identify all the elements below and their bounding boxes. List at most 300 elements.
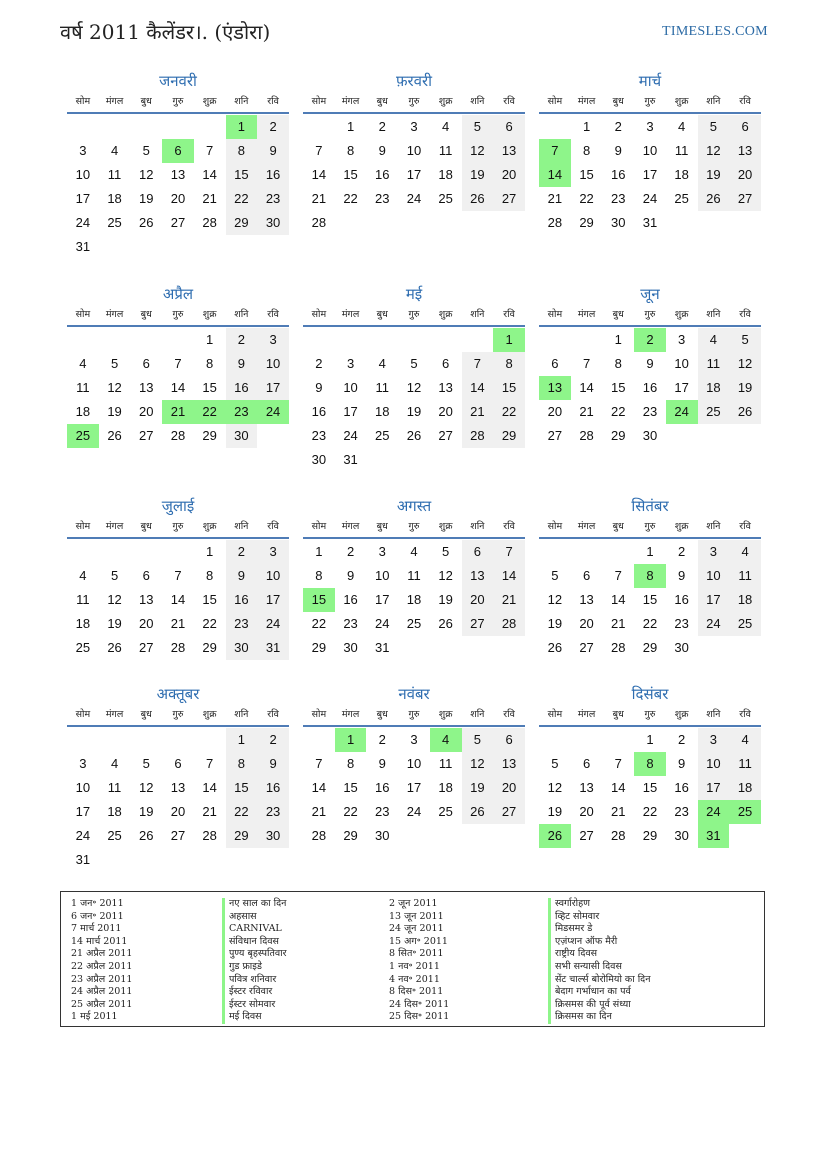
day-cell[interactable]: 21	[493, 588, 525, 612]
site-logo[interactable]: TIMESLES.COM	[662, 24, 768, 39]
day-cell[interactable]: 27	[579, 828, 594, 843]
day-cell[interactable]: 25	[438, 804, 453, 819]
day-cell[interactable]: 23	[674, 616, 689, 631]
day-cell[interactable]: 6	[582, 756, 591, 771]
day-cell[interactable]: 6	[142, 568, 150, 583]
day-cell[interactable]: 2	[678, 732, 686, 747]
day-cell[interactable]: 16	[226, 376, 258, 400]
day-cell[interactable]: 23	[642, 404, 658, 419]
day-cell[interactable]: 19	[547, 616, 563, 631]
day-cell[interactable]: 22	[493, 400, 525, 424]
day-cell[interactable]: 1	[335, 728, 367, 752]
day-cell[interactable]: 6	[462, 540, 494, 564]
day-cell[interactable]: 30	[257, 824, 289, 848]
day-cell[interactable]: 16	[674, 592, 689, 607]
day-cell[interactable]: 8	[315, 568, 323, 583]
day-cell[interactable]: 7	[582, 356, 591, 371]
day-cell[interactable]: 28	[579, 428, 594, 443]
day-cell[interactable]: 8	[582, 143, 591, 158]
day-cell[interactable]: 14	[202, 780, 217, 795]
day-cell[interactable]: 6	[162, 139, 194, 163]
day-cell[interactable]: 31	[698, 824, 730, 848]
day-cell[interactable]: 3	[410, 119, 418, 134]
day-cell[interactable]: 21	[611, 616, 626, 631]
day-cell[interactable]: 16	[257, 163, 289, 187]
day-cell[interactable]: 19	[406, 404, 422, 419]
day-cell[interactable]: 28	[547, 215, 563, 230]
day-cell[interactable]: 18	[107, 804, 122, 819]
day-cell[interactable]: 17	[75, 191, 91, 206]
day-cell[interactable]: 18	[75, 616, 91, 631]
day-cell[interactable]: 6	[493, 728, 525, 752]
day-cell[interactable]: 2	[678, 544, 686, 559]
day-cell[interactable]: 29	[611, 428, 626, 443]
day-cell[interactable]: 4	[79, 568, 87, 583]
day-cell[interactable]: 14	[170, 592, 186, 607]
day-cell[interactable]: 15	[226, 163, 258, 187]
day-cell[interactable]: 22	[226, 187, 258, 211]
day-cell[interactable]: 8	[346, 143, 355, 158]
day-cell[interactable]: 26	[462, 187, 494, 211]
day-cell[interactable]: 9	[315, 380, 323, 395]
day-cell[interactable]: 17	[698, 776, 730, 800]
day-cell[interactable]: 25	[729, 800, 761, 824]
day-cell[interactable]: 24	[698, 612, 730, 636]
day-cell[interactable]: 5	[462, 115, 494, 139]
day-cell[interactable]: 24	[257, 612, 289, 636]
day-cell[interactable]: 15	[642, 592, 658, 607]
day-cell[interactable]: 10	[406, 756, 422, 771]
day-cell[interactable]: 11	[698, 352, 730, 376]
day-cell[interactable]: 20	[729, 163, 761, 187]
day-cell[interactable]: 30	[343, 640, 358, 655]
day-cell[interactable]: 12	[139, 780, 154, 795]
day-cell[interactable]: 27	[579, 640, 594, 655]
day-cell[interactable]: 21	[311, 191, 327, 206]
day-cell[interactable]: 14	[311, 167, 327, 182]
day-cell[interactable]: 29	[311, 640, 327, 655]
day-cell[interactable]: 23	[226, 612, 258, 636]
day-cell[interactable]: 5	[410, 356, 418, 371]
day-cell[interactable]: 9	[678, 756, 686, 771]
day-cell[interactable]: 12	[107, 592, 122, 607]
day-cell[interactable]: 29	[579, 215, 594, 230]
day-cell[interactable]: 16	[375, 780, 390, 795]
day-cell[interactable]: 19	[107, 404, 122, 419]
day-cell[interactable]: 14	[311, 780, 327, 795]
day-cell[interactable]: 18	[438, 780, 453, 795]
day-cell[interactable]: 3	[79, 143, 87, 158]
day-cell[interactable]: 19	[462, 163, 494, 187]
day-cell[interactable]: 20	[579, 804, 594, 819]
day-cell[interactable]: 7	[206, 143, 214, 158]
day-cell[interactable]: 8	[206, 356, 214, 371]
day-cell[interactable]: 13	[539, 376, 571, 400]
day-cell[interactable]: 2	[634, 328, 666, 352]
day-cell[interactable]: 4	[110, 756, 119, 771]
day-cell[interactable]: 27	[493, 800, 525, 824]
day-cell[interactable]: 22	[311, 616, 327, 631]
day-cell[interactable]: 18	[729, 588, 761, 612]
day-cell[interactable]: 3	[378, 544, 386, 559]
day-cell[interactable]: 23	[611, 191, 626, 206]
day-cell[interactable]: 30	[375, 828, 390, 843]
day-cell[interactable]: 21	[170, 616, 186, 631]
day-cell[interactable]: 10	[375, 568, 390, 583]
day-cell[interactable]: 18	[698, 376, 730, 400]
day-cell[interactable]: 4	[430, 728, 462, 752]
day-cell[interactable]: 9	[257, 139, 289, 163]
day-cell[interactable]: 11	[674, 143, 689, 158]
day-cell[interactable]: 12	[438, 568, 453, 583]
day-cell[interactable]: 10	[674, 356, 689, 371]
day-cell[interactable]: 23	[674, 804, 689, 819]
day-cell[interactable]: 7	[539, 139, 571, 163]
day-cell[interactable]: 16	[611, 167, 626, 182]
day-cell[interactable]: 31	[343, 452, 358, 467]
day-cell[interactable]: 19	[139, 804, 154, 819]
day-cell[interactable]: 2	[257, 115, 289, 139]
day-cell[interactable]: 26	[107, 428, 122, 443]
day-cell[interactable]: 19	[438, 592, 453, 607]
day-cell[interactable]: 24	[406, 804, 422, 819]
day-cell[interactable]: 15	[642, 780, 658, 795]
day-cell[interactable]: 7	[462, 352, 494, 376]
day-cell[interactable]: 27	[493, 187, 525, 211]
day-cell[interactable]: 1	[646, 732, 654, 747]
day-cell[interactable]: 14	[170, 380, 186, 395]
day-cell[interactable]: 23	[311, 428, 327, 443]
day-cell[interactable]: 19	[547, 804, 563, 819]
day-cell[interactable]: 10	[75, 167, 91, 182]
day-cell[interactable]: 20	[547, 404, 563, 419]
day-cell[interactable]: 27	[438, 428, 453, 443]
day-cell[interactable]: 2	[315, 356, 323, 371]
day-cell[interactable]: 26	[139, 215, 154, 230]
day-cell[interactable]: 3	[257, 328, 289, 352]
day-cell[interactable]: 8	[226, 752, 258, 776]
day-cell[interactable]: 1	[226, 115, 258, 139]
day-cell[interactable]: 26	[107, 640, 122, 655]
day-cell[interactable]: 7	[614, 568, 622, 583]
day-cell[interactable]: 9	[378, 143, 386, 158]
day-cell[interactable]: 7	[493, 540, 525, 564]
day-cell[interactable]: 21	[311, 804, 327, 819]
day-cell[interactable]: 27	[462, 612, 494, 636]
day-cell[interactable]: 29	[226, 211, 258, 235]
day-cell[interactable]: 15	[303, 588, 335, 612]
day-cell[interactable]: 15	[579, 167, 594, 182]
day-cell[interactable]: 24	[375, 616, 390, 631]
day-cell[interactable]: 10	[642, 143, 658, 158]
day-cell[interactable]: 29	[202, 428, 217, 443]
day-cell[interactable]: 8	[634, 564, 666, 588]
day-cell[interactable]: 18	[438, 167, 453, 182]
day-cell[interactable]: 10	[257, 564, 289, 588]
day-cell[interactable]: 6	[142, 356, 150, 371]
day-cell[interactable]: 11	[729, 564, 761, 588]
day-cell[interactable]: 27	[139, 640, 154, 655]
day-cell[interactable]: 10	[406, 143, 422, 158]
day-cell[interactable]: 11	[375, 380, 389, 395]
day-cell[interactable]: 25	[698, 400, 730, 424]
day-cell[interactable]: 3	[257, 540, 289, 564]
day-cell[interactable]: 28	[170, 428, 186, 443]
day-cell[interactable]: 8	[634, 752, 666, 776]
day-cell[interactable]: 13	[729, 139, 761, 163]
day-cell[interactable]: 7	[206, 756, 214, 771]
day-cell[interactable]: 21	[202, 804, 217, 819]
day-cell[interactable]: 29	[642, 828, 658, 843]
day-cell[interactable]: 12	[462, 752, 494, 776]
day-cell[interactable]: 25	[729, 612, 761, 636]
day-cell[interactable]: 9	[614, 143, 622, 158]
day-cell[interactable]: 13	[579, 780, 594, 795]
day-cell[interactable]: 25	[674, 191, 689, 206]
day-cell[interactable]: 10	[257, 352, 289, 376]
day-cell[interactable]: 23	[375, 804, 390, 819]
day-cell[interactable]: 5	[142, 756, 150, 771]
day-cell[interactable]: 31	[75, 239, 91, 254]
day-cell[interactable]: 4	[378, 356, 386, 371]
day-cell[interactable]: 21	[162, 400, 194, 424]
day-cell[interactable]: 1	[206, 544, 214, 559]
day-cell[interactable]: 15	[202, 592, 217, 607]
day-cell[interactable]: 12	[139, 167, 154, 182]
day-cell[interactable]: 18	[674, 167, 689, 182]
day-cell[interactable]: 13	[493, 139, 525, 163]
day-cell[interactable]: 24	[257, 400, 289, 424]
day-cell[interactable]: 30	[611, 215, 626, 230]
day-cell[interactable]: 14	[462, 376, 494, 400]
day-cell[interactable]: 28	[202, 215, 217, 230]
day-cell[interactable]: 24	[642, 191, 658, 206]
day-cell[interactable]: 26	[462, 800, 494, 824]
day-cell[interactable]: 16	[642, 380, 658, 395]
day-cell[interactable]: 29	[642, 640, 658, 655]
day-cell[interactable]: 23	[257, 187, 289, 211]
day-cell[interactable]: 7	[614, 756, 622, 771]
day-cell[interactable]: 12	[107, 380, 122, 395]
day-cell[interactable]: 7	[174, 568, 182, 583]
day-cell[interactable]: 9	[257, 752, 289, 776]
day-cell[interactable]: 19	[698, 163, 730, 187]
day-cell[interactable]: 20	[139, 616, 154, 631]
day-cell[interactable]: 3	[410, 732, 418, 747]
day-cell[interactable]: 27	[547, 428, 563, 443]
day-cell[interactable]: 18	[729, 776, 761, 800]
day-cell[interactable]: 8	[226, 139, 258, 163]
day-cell[interactable]: 21	[611, 804, 626, 819]
day-cell[interactable]: 28	[311, 215, 327, 230]
day-cell[interactable]: 23	[343, 616, 358, 631]
day-cell[interactable]: 21	[579, 404, 594, 419]
day-cell[interactable]: 11	[76, 380, 90, 395]
day-cell[interactable]: 25	[406, 616, 422, 631]
day-cell[interactable]: 9	[646, 356, 654, 371]
day-cell[interactable]: 10	[75, 780, 91, 795]
day-cell[interactable]: 12	[729, 352, 761, 376]
day-cell[interactable]: 13	[139, 380, 154, 395]
day-cell[interactable]: 7	[174, 356, 182, 371]
day-cell[interactable]: 11	[76, 592, 90, 607]
day-cell[interactable]: 26	[438, 616, 453, 631]
day-cell[interactable]: 13	[438, 380, 453, 395]
day-cell[interactable]: 24	[75, 828, 91, 843]
day-cell[interactable]: 29	[226, 824, 258, 848]
day-cell[interactable]: 16	[343, 592, 358, 607]
day-cell[interactable]: 19	[139, 191, 154, 206]
day-cell[interactable]: 22	[343, 804, 358, 819]
day-cell[interactable]: 29	[202, 640, 217, 655]
day-cell[interactable]: 9	[226, 352, 258, 376]
day-cell[interactable]: 9	[378, 756, 386, 771]
day-cell[interactable]: 1	[206, 332, 214, 347]
day-cell[interactable]: 15	[493, 376, 525, 400]
day-cell[interactable]: 3	[646, 119, 654, 134]
day-cell[interactable]: 1	[315, 544, 323, 559]
day-cell[interactable]: 5	[698, 115, 730, 139]
day-cell[interactable]: 4	[729, 728, 761, 752]
day-cell[interactable]: 11	[107, 167, 122, 182]
day-cell[interactable]: 20	[493, 776, 525, 800]
day-cell[interactable]: 26	[539, 824, 571, 848]
day-cell[interactable]: 10	[698, 564, 730, 588]
day-cell[interactable]: 20	[579, 616, 594, 631]
day-cell[interactable]: 27	[170, 828, 186, 843]
day-cell[interactable]: 20	[139, 404, 154, 419]
day-cell[interactable]: 30	[257, 211, 289, 235]
day-cell[interactable]: 25	[107, 828, 122, 843]
day-cell[interactable]: 13	[170, 780, 186, 795]
day-cell[interactable]: 20	[170, 191, 186, 206]
day-cell[interactable]: 11	[107, 780, 122, 795]
day-cell[interactable]: 26	[698, 187, 730, 211]
day-cell[interactable]: 14	[539, 163, 571, 187]
day-cell[interactable]: 13	[170, 167, 186, 182]
day-cell[interactable]: 1	[582, 119, 591, 134]
day-cell[interactable]: 24	[666, 400, 698, 424]
day-cell[interactable]: 22	[202, 616, 217, 631]
day-cell[interactable]: 5	[442, 544, 450, 559]
day-cell[interactable]: 17	[343, 404, 358, 419]
day-cell[interactable]: 25	[438, 191, 453, 206]
day-cell[interactable]: 3	[79, 756, 87, 771]
day-cell[interactable]: 5	[462, 728, 494, 752]
day-cell[interactable]: 1	[646, 544, 654, 559]
day-cell[interactable]: 17	[406, 780, 422, 795]
day-cell[interactable]: 26	[547, 640, 563, 655]
day-cell[interactable]: 8	[493, 352, 525, 376]
day-cell[interactable]: 4	[79, 356, 87, 371]
day-cell[interactable]: 18	[375, 404, 390, 419]
day-cell[interactable]: 2	[226, 328, 258, 352]
day-cell[interactable]: 5	[110, 356, 119, 371]
day-cell[interactable]: 2	[614, 119, 622, 134]
day-cell[interactable]: 1	[614, 332, 622, 347]
day-cell[interactable]: 7	[315, 756, 323, 771]
day-cell[interactable]: 3	[698, 540, 730, 564]
day-cell[interactable]: 29	[343, 828, 358, 843]
day-cell[interactable]: 24	[75, 215, 91, 230]
day-cell[interactable]: 10	[343, 380, 358, 395]
day-cell[interactable]: 22	[579, 191, 594, 206]
day-cell[interactable]: 23	[257, 800, 289, 824]
day-cell[interactable]: 7	[315, 143, 323, 158]
day-cell[interactable]: 3	[698, 728, 730, 752]
day-cell[interactable]: 17	[698, 588, 730, 612]
day-cell[interactable]: 25	[107, 215, 122, 230]
day-cell[interactable]: 28	[202, 828, 217, 843]
day-cell[interactable]: 6	[174, 756, 182, 771]
day-cell[interactable]: 16	[311, 404, 327, 419]
day-cell[interactable]: 23	[375, 191, 390, 206]
day-cell[interactable]: 31	[642, 215, 658, 230]
day-cell[interactable]: 2	[378, 119, 386, 134]
day-cell[interactable]: 21	[547, 191, 563, 206]
day-cell[interactable]: 24	[698, 800, 730, 824]
day-cell[interactable]: 30	[642, 428, 658, 443]
day-cell[interactable]: 4	[729, 540, 761, 564]
day-cell[interactable]: 12	[547, 780, 563, 795]
day-cell[interactable]: 11	[438, 756, 453, 771]
day-cell[interactable]: 14	[611, 592, 626, 607]
day-cell[interactable]: 5	[729, 328, 761, 352]
day-cell[interactable]: 24	[343, 428, 358, 443]
day-cell[interactable]: 17	[375, 592, 390, 607]
day-cell[interactable]: 10	[698, 752, 730, 776]
day-cell[interactable]: 25	[75, 640, 91, 655]
day-cell[interactable]: 21	[202, 191, 217, 206]
day-cell[interactable]: 18	[107, 191, 122, 206]
day-cell[interactable]: 14	[579, 380, 594, 395]
day-cell[interactable]: 6	[493, 115, 525, 139]
day-cell[interactable]: 18	[406, 592, 422, 607]
day-cell[interactable]: 27	[729, 187, 761, 211]
day-cell[interactable]: 5	[110, 568, 119, 583]
day-cell[interactable]: 15	[611, 380, 626, 395]
day-cell[interactable]: 30	[674, 828, 689, 843]
day-cell[interactable]: 28	[170, 640, 186, 655]
day-cell[interactable]: 6	[729, 115, 761, 139]
day-cell[interactable]: 20	[462, 588, 494, 612]
day-cell[interactable]: 11	[729, 752, 761, 776]
day-cell[interactable]: 16	[226, 588, 258, 612]
day-cell[interactable]: 27	[139, 428, 154, 443]
day-cell[interactable]: 30	[674, 640, 689, 655]
day-cell[interactable]: 9	[226, 564, 258, 588]
day-cell[interactable]: 28	[611, 828, 626, 843]
day-cell[interactable]: 1	[226, 728, 258, 752]
day-cell[interactable]: 18	[75, 404, 91, 419]
day-cell[interactable]: 16	[257, 776, 289, 800]
day-cell[interactable]: 31	[75, 852, 91, 867]
day-cell[interactable]: 14	[202, 167, 217, 182]
day-cell[interactable]: 28	[493, 612, 525, 636]
day-cell[interactable]: 15	[226, 776, 258, 800]
day-cell[interactable]: 2	[257, 728, 289, 752]
day-cell[interactable]: 6	[551, 356, 559, 371]
day-cell[interactable]: 3	[678, 332, 686, 347]
day-cell[interactable]: 17	[75, 804, 91, 819]
day-cell[interactable]: 8	[614, 356, 622, 371]
day-cell[interactable]: 22	[642, 804, 658, 819]
day-cell[interactable]: 30	[311, 452, 327, 467]
day-cell[interactable]: 22	[343, 191, 358, 206]
day-cell[interactable]: 11	[438, 143, 453, 158]
day-cell[interactable]: 25	[67, 424, 99, 448]
day-cell[interactable]: 26	[729, 400, 761, 424]
